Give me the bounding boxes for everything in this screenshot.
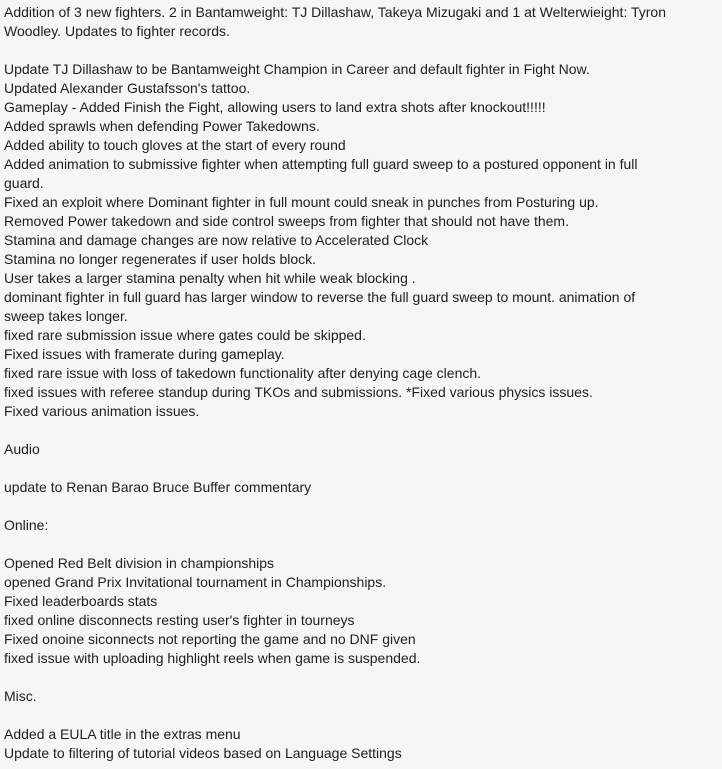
patch-note-line [4, 668, 718, 687]
patch-note-line: Misc. [4, 688, 37, 704]
patch-note-line: Stamina and damage changes are now relative to Accelerated Clock [4, 232, 429, 248]
patch-note-line: dominant fighter in full guard has larger window to reverse the full guard sweep to mount. animation of [4, 289, 636, 305]
patch-note-line: fixed rare issue with loss of takedown functionality after denying cage clench. [4, 365, 482, 381]
patch-note-line: fixed issues with referee standup during TKOs and submissions. *Fixed various physics issues. [4, 384, 593, 400]
patch-note-line: Added a EULA title in the extras menu [4, 726, 241, 742]
patch-note-line: Audio [4, 441, 40, 457]
patch-note-line: Online: [4, 517, 49, 533]
patch-note-line: Opened Red Belt division in championships [4, 555, 275, 571]
patch-note-line: Update TJ Dillashaw to be Bantamweight Champion in Career and default fighter in Fight Now. [4, 61, 590, 77]
patch-note-line [4, 497, 718, 516]
patch-note-line: Stamina no longer regenerates if user holds block. [4, 251, 317, 267]
patch-note-line: Added sprawls when defending Power Takedowns. [4, 118, 320, 134]
patch-note-line: Added ability to touch gloves at the start of every round [4, 137, 346, 153]
patch-note-line: Updated Alexander Gustafsson's tattoo. [4, 80, 251, 96]
patch-note-line: Fixed an exploit where Dominant fighter in full mount could sneak in punches from Posturing up. [4, 194, 599, 210]
patch-note-line: Added animation to submissive fighter when attempting full guard sweep to a postured opponent in full [4, 156, 638, 172]
patch-note-line: guard. [4, 175, 44, 191]
patch-note-line: Woodley. Updates to fighter records. [4, 23, 230, 39]
patch-note-line: Gameplay - Added Finish the Fight, allowing users to land extra shots after knockout!!!!! [4, 99, 546, 115]
patch-note-line: update to Renan Barao Bruce Buffer commentary [4, 479, 312, 495]
patch-note-line: Fixed onoine siconnects not reporting the game and no DNF given [4, 631, 416, 647]
patch-note-line: fixed online disconnects resting user's fighter in tourneys [4, 612, 355, 628]
patch-note-line: fixed issue with uploading highlight reels when game is suspended. [4, 650, 421, 666]
patch-note-line [4, 421, 718, 440]
patch-note-line: Fixed various animation issues. [4, 403, 200, 419]
patch-note-line: Removed Power takedown and side control sweeps from fighter that should not have them. [4, 213, 569, 229]
patch-note-line: Addition of 3 new fighters. 2 in Bantamweight: TJ Dillashaw, Takeya Mizugaki and 1 at Welterwieight: Tyron [4, 4, 666, 20]
patch-note-line [4, 41, 718, 60]
patch-note-line [4, 459, 718, 478]
patch-note-line: Fixed issues with framerate during gameplay. [4, 346, 285, 362]
patch-note-line [4, 535, 718, 554]
patch-note-line: User takes a larger stamina penalty when hit while weak blocking . [4, 270, 416, 286]
patch-note-line: fixed rare submission issue where gates could be skipped. [4, 327, 366, 343]
patch-note-line: sweep takes longer. [4, 308, 128, 324]
patch-note-line: Update to filtering of tutorial videos based on Language Settings [4, 745, 402, 761]
patch-note-line [4, 706, 718, 725]
patch-note-line: opened Grand Prix Invitational tournament in Championships. [4, 574, 387, 590]
patch-note-line: Fixed leaderboards stats [4, 593, 158, 609]
